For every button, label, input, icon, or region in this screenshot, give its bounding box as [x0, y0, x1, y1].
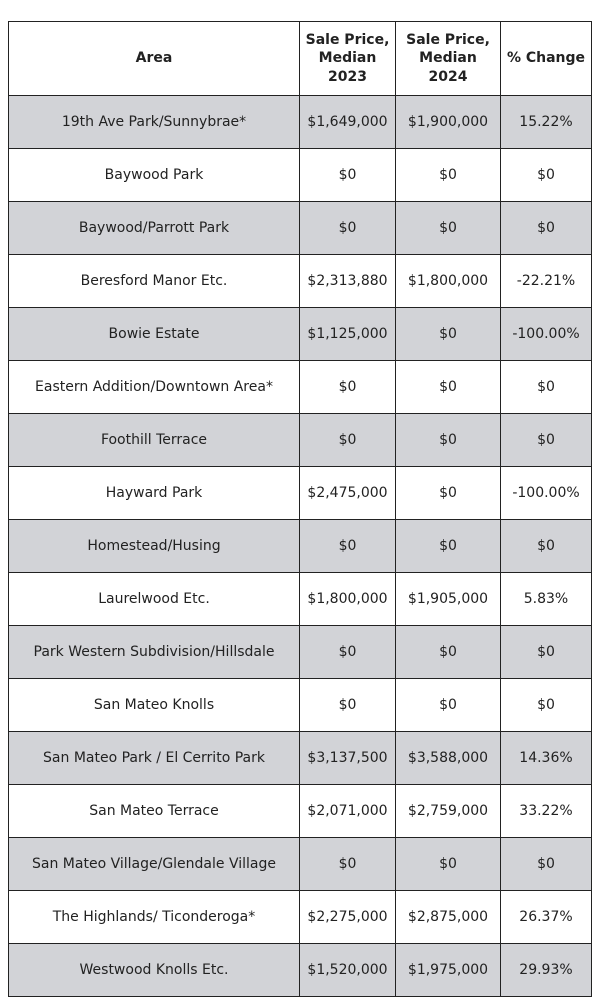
- table-row: [9, 944, 592, 997]
- cell-percent-change: $0: [501, 520, 592, 573]
- cell-percent-change: -100.00%: [501, 467, 592, 520]
- cell-area: Homestead/Husing: [9, 520, 300, 573]
- cell-median-2023: $0: [300, 414, 396, 467]
- cell-median-2024: $0: [396, 679, 501, 732]
- table-row: [9, 361, 592, 414]
- header-median-2023: Sale Price, Median 2023: [300, 22, 396, 96]
- cell-median-2023: $2,313,880: [300, 255, 396, 308]
- cell-median-2023: $0: [300, 520, 396, 573]
- cell-percent-change: 15.22%: [501, 96, 592, 149]
- cell-area: Bowie Estate: [9, 308, 300, 361]
- cell-percent-change: $0: [501, 626, 592, 679]
- cell-median-2024: $0: [396, 149, 501, 202]
- cell-median-2024: $0: [396, 838, 501, 891]
- cell-median-2024: $0: [396, 467, 501, 520]
- cell-median-2023: $0: [300, 679, 396, 732]
- table-row: [9, 308, 592, 361]
- cell-median-2023: $2,275,000: [300, 891, 396, 944]
- cell-area: Eastern Addition/Downtown Area*: [9, 361, 300, 414]
- cell-percent-change: $0: [501, 414, 592, 467]
- cell-median-2023: $1,520,000: [300, 944, 396, 997]
- header-percent-change: % Change: [501, 22, 592, 96]
- header-area: Area: [9, 22, 300, 96]
- table-body: [9, 96, 592, 997]
- table-row: [9, 414, 592, 467]
- cell-median-2024: $1,905,000: [396, 573, 501, 626]
- cell-percent-change: $0: [501, 149, 592, 202]
- cell-median-2023: $2,475,000: [300, 467, 396, 520]
- cell-area: Park Western Subdivision/Hillsdale: [9, 626, 300, 679]
- table-row: [9, 573, 592, 626]
- table-row: [9, 467, 592, 520]
- cell-median-2023: $3,137,500: [300, 732, 396, 785]
- cell-median-2024: $3,588,000: [396, 732, 501, 785]
- cell-percent-change: 33.22%: [501, 785, 592, 838]
- cell-median-2024: $0: [396, 626, 501, 679]
- cell-area: San Mateo Terrace: [9, 785, 300, 838]
- cell-percent-change: 29.93%: [501, 944, 592, 997]
- header-median-2024: Sale Price, Median 2024: [396, 22, 501, 96]
- cell-percent-change: 5.83%: [501, 573, 592, 626]
- cell-median-2023: $0: [300, 838, 396, 891]
- cell-area: San Mateo Knolls: [9, 679, 300, 732]
- table-header-row: [9, 22, 592, 96]
- cell-area: 19th Ave Park/Sunnybrae*: [9, 96, 300, 149]
- cell-median-2023: $1,800,000: [300, 573, 396, 626]
- table-row: [9, 255, 592, 308]
- table-row: [9, 838, 592, 891]
- table-row: [9, 891, 592, 944]
- table-row: [9, 520, 592, 573]
- cell-area: Foothill Terrace: [9, 414, 300, 467]
- cell-area: San Mateo Park / El Cerrito Park: [9, 732, 300, 785]
- cell-percent-change: -22.21%: [501, 255, 592, 308]
- cell-median-2023: $0: [300, 149, 396, 202]
- cell-percent-change: 26.37%: [501, 891, 592, 944]
- table-row: [9, 785, 592, 838]
- cell-median-2023: $0: [300, 202, 396, 255]
- cell-median-2023: $1,125,000: [300, 308, 396, 361]
- table-row: [9, 149, 592, 202]
- cell-median-2023: $0: [300, 361, 396, 414]
- cell-percent-change: $0: [501, 202, 592, 255]
- cell-area: Hayward Park: [9, 467, 300, 520]
- cell-area: The Highlands/ Ticonderoga*: [9, 891, 300, 944]
- table-row: [9, 732, 592, 785]
- cell-percent-change: $0: [501, 679, 592, 732]
- cell-median-2024: $2,759,000: [396, 785, 501, 838]
- table-row: [9, 626, 592, 679]
- cell-median-2024: $1,900,000: [396, 96, 501, 149]
- table-row: [9, 202, 592, 255]
- cell-median-2024: $1,800,000: [396, 255, 501, 308]
- cell-area: San Mateo Village/Glendale Village: [9, 838, 300, 891]
- cell-median-2024: $1,975,000: [396, 944, 501, 997]
- cell-area: Baywood Park: [9, 149, 300, 202]
- median-sale-price-table: [8, 21, 592, 997]
- cell-percent-change: -100.00%: [501, 308, 592, 361]
- cell-median-2024: $0: [396, 361, 501, 414]
- cell-percent-change: $0: [501, 361, 592, 414]
- cell-percent-change: 14.36%: [501, 732, 592, 785]
- cell-percent-change: $0: [501, 838, 592, 891]
- cell-area: Baywood/Parrott Park: [9, 202, 300, 255]
- cell-median-2023: $0: [300, 626, 396, 679]
- table-row: [9, 96, 592, 149]
- table-row: [9, 679, 592, 732]
- cell-area: Westwood Knolls Etc.: [9, 944, 300, 997]
- cell-median-2023: $2,071,000: [300, 785, 396, 838]
- cell-area: Laurelwood Etc.: [9, 573, 300, 626]
- cell-median-2024: $0: [396, 202, 501, 255]
- cell-median-2024: $0: [396, 520, 501, 573]
- cell-median-2024: $2,875,000: [396, 891, 501, 944]
- cell-median-2024: $0: [396, 414, 501, 467]
- cell-area: Beresford Manor Etc.: [9, 255, 300, 308]
- cell-median-2023: $1,649,000: [300, 96, 396, 149]
- cell-median-2024: $0: [396, 308, 501, 361]
